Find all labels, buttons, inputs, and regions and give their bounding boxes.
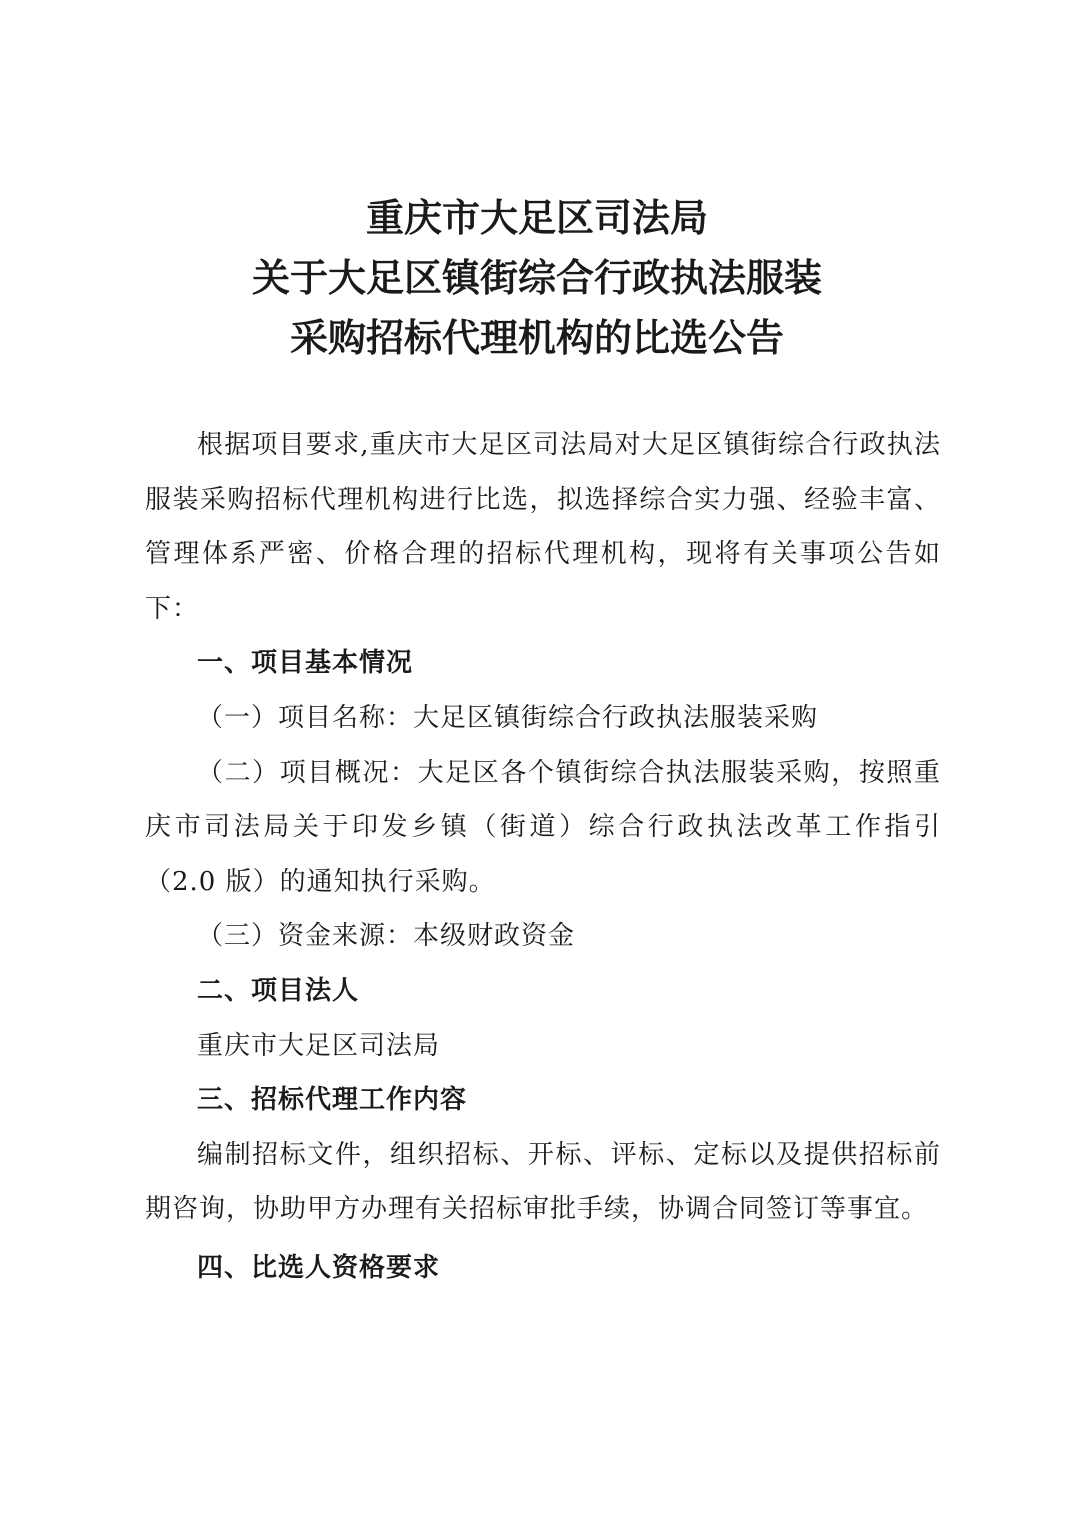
section-1-item-3: （三）资金来源：本级财政资金	[197, 921, 576, 952]
section-4-heading: 四、比选人资格要求	[197, 1252, 441, 1283]
section-3-heading: 三、招标代理工作内容	[197, 1085, 468, 1116]
title-line-3: 采购招标代理机构的比选公告	[289, 315, 784, 360]
document-title	[0, 188, 1074, 368]
title-line-1: 重庆市大足区司法局	[365, 195, 708, 240]
intro-paragraph: 根据项目要求,重庆市大足区司法局对大足区镇街综合行政执法服装采购招标代理机构进行比选，拟选择综合实力强、经验丰富、管理体系严密、价格合理的招标代理机构，现将有关事项公告如下：	[145, 430, 941, 624]
section-1-heading: 一、项目基本情况	[197, 648, 414, 679]
document-body	[145, 418, 941, 1296]
section-1-item-1: （一）项目名称：大足区镇街综合行政执法服装采购	[197, 702, 819, 733]
section-2-heading: 二、项目法人	[197, 975, 360, 1006]
section-2-content: 重庆市大足区司法局	[197, 1030, 441, 1061]
section-3-content: 编制招标文件，组织招标、开标、评标、定标以及提供招标前期咨询，协助甲方办理有关招标审批手续，协调合同签订等事宜。	[145, 1139, 941, 1225]
title-line-2: 关于大足区镇街综合行政执法服装	[251, 255, 822, 300]
section-1-item-2: （二）项目概况：大足区各个镇街综合执法服装采购，按照重庆市司法局关于印发乡镇（街道）综合行政执法改革工作指引（2.0 版）的通知执行采购。	[145, 757, 941, 897]
